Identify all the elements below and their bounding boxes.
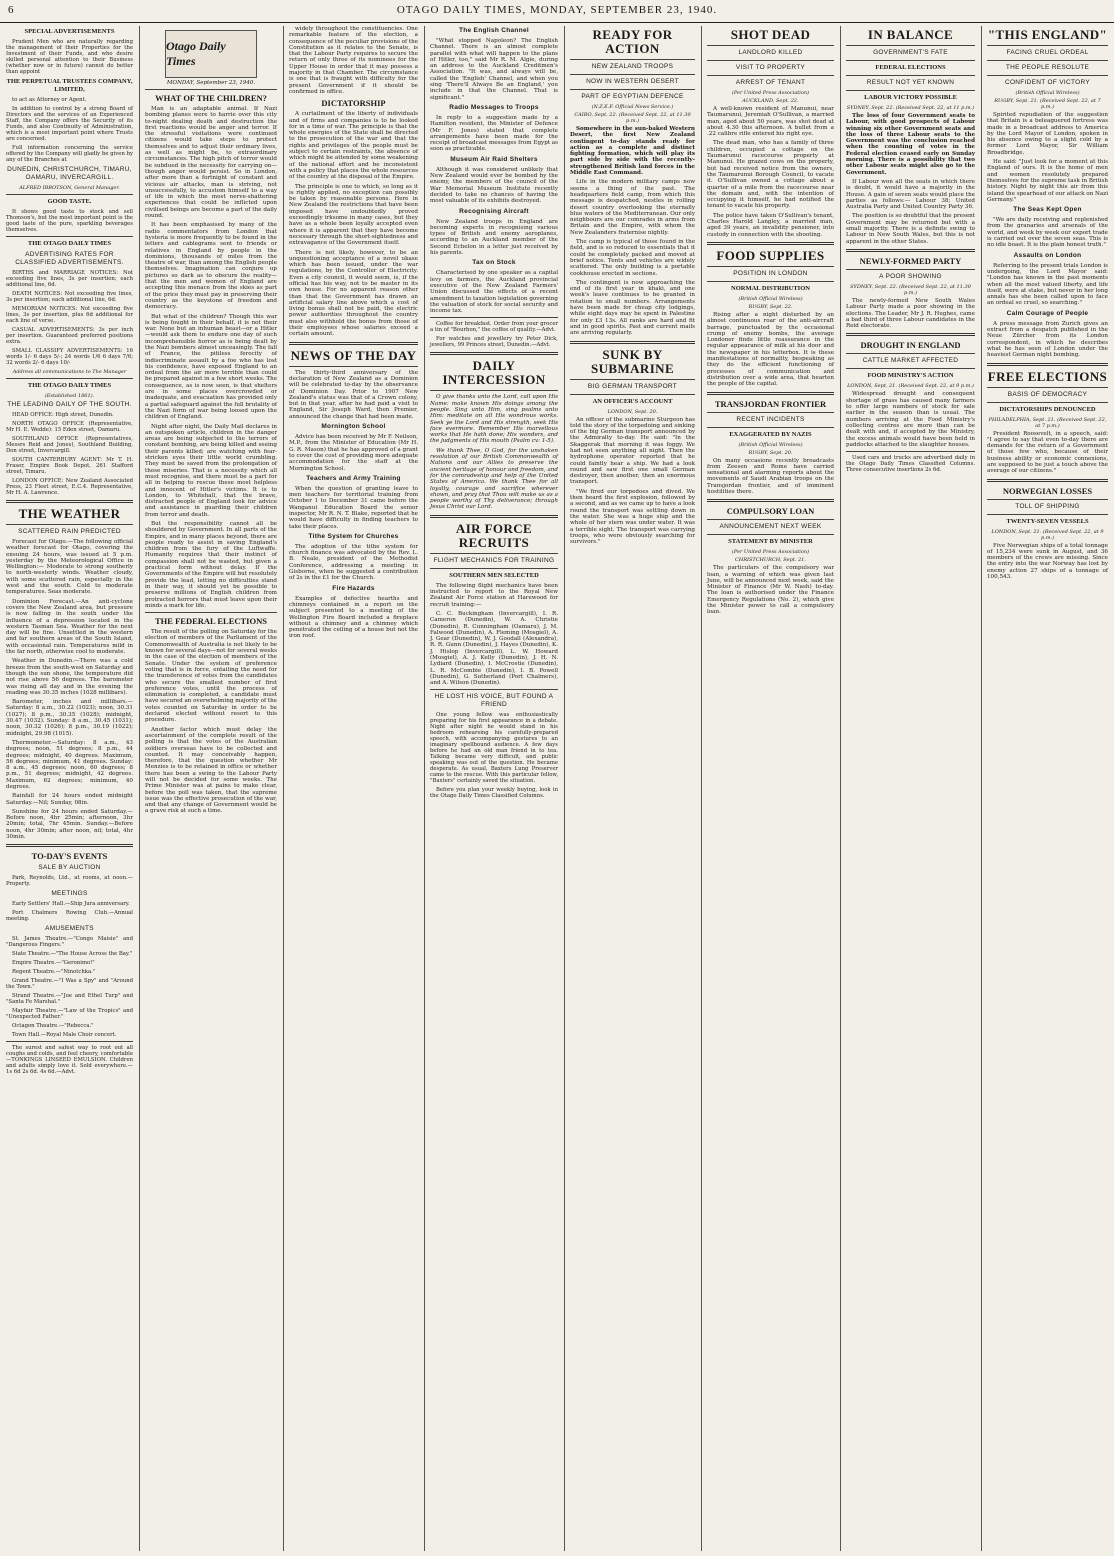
subheading-bold: FEDERAL ELECTIONS: [875, 64, 946, 71]
advertisement: One young fellow was enthusiastically preparing for his first appearance in a debate. Night after night he would stand in his bedroom rehearsing his carefully-prepared speech, with accompanying gestures to an imaginary spellbound audience. A few days before he had an old man friend in to tea. Talking became very difficult, and public speaking was out of the question. He became desperate. As usual, Baxters Lung Preserver came to the rescue. With this particular fellow, "Baxters" certainly saved the situation.: [430, 712, 558, 785]
ad-heading: GOOD TASTE.: [47, 198, 92, 205]
article-paragraph: The contingent is now approaching the end of its first year in khaki, and one week's leave continues to be granted in rotation to small numbers. Arrangements have been made for cheap city lodgings, while eight days may be spent in Palestine for only £3 13s. All ranks are hard and fit and in good spirits. Past and current mails are arriving regularly.: [570, 279, 695, 337]
event-item: Park, Reynolds, Ltd., at rooms, at noon.—Property.: [6, 875, 133, 888]
event-item: St. James Theatre.—"Congo Maisie" and "Dangerous Fingers.": [6, 936, 133, 949]
subheading: TOLL OF SHIPPING: [1015, 502, 1080, 510]
event-item: Port Chalmers Rowing Club.—Annual meeting.: [6, 910, 133, 923]
ad-text: In addition to control by a strong Board of Directors and the services of an Experienced Staff, the Company offers the Security of its Funds, and also Continuity of Administration, which is a most important point where Trusts are concerned.: [6, 106, 133, 142]
article-paragraph: When the question of granting leave to men teachers for territorial training from October 1 to December 31 came before the Wanganui Education Board the senior inspector, Mr R. N. T. Blake, reported that he would have difficulty in finding teachers to take their places.: [289, 485, 418, 530]
article-paragraph: Thermometer.—Saturday: 8 a.m., 43 degrees; noon, 51 degrees; 8 p.m., 44 degrees; midnight, 40 degrees. Maximum, 56 degrees; minimum, 41 degrees. Sunday: 8 a.m., 45 degrees; noon, 60 degrees; 8 p.m., 51 degrees; midnight, 42 degrees. Maximum, 62 degrees; minimum, 40 degrees.: [6, 739, 133, 790]
article-lead: The loss of four Government seats to Labour, with good prospects of Labour winning six other Government seats and the loss of three Labour seats to the Government was the conclusion reached when the counting of votes in the Federal election ceased early on Sunday morning. There is a possibility that two other Labour seats might also go to the Government.: [846, 113, 975, 176]
subheading: GOVERNMENT'S FATE: [873, 49, 948, 56]
article-paragraph: The particulars of the compulsory war loan, a warning of which was given last June, will be announced next week, said the Minister of Finance (Mr W. Nash) to-day. The loan is authorised under the Finance Emergency Regulations (No. 2), which give the Minister power to call a compulsory loan.: [707, 565, 834, 616]
headline-ready-for-action: READY FOR ACTION: [592, 27, 673, 56]
article-paragraph: The thirty-third anniversary of the declaration of New Zealand as a Dominion will be celebrated to-day by the observance of Dominion Day. Prior to 1907 New Zealand's status was that of a Crown colony, but in that year, after he had paid a visit to England, Sir Joseph Ward, then Premier, announced the change that had been made.: [289, 369, 418, 420]
ad-text: DEATH NOTICES: Not exceeding five lines, 3s per insertion; each additional line, 6d.: [6, 291, 133, 303]
news-item-heading: Museum Air Raid Shelters: [450, 155, 538, 163]
column-8: [983, 26, 1112, 1551]
column-2: [141, 26, 281, 1551]
article-paragraph: The result of the polling on Saturday for the election of members of the Parliament of the Commonwealth of Australia is not likely to be known for several days—not for several weeks in the case of the election of members of the Senate. Under the system of preference voting that is in force, entailing the need for the transference of votes from the candidates who secure the smallest number of first preference votes, until the process of elimination is completed, a candidate must have secured an overwhelming majority of the votes counted on Saturday in order to be declared elected without resort to this procedure.: [145, 629, 277, 724]
article-paragraph: "What stopped Napoleon? The English Channel. There is an almost complete parallel with what will happen to the plans of Hitler, too," said Mr R. M. Algie, during an address to the Auckland Creditmen's Association. "It was, and always will be, called the 'English' Channel, and when you sing 'There'll Always Be an England,' you include in that the Channel. That is significant.": [430, 38, 558, 101]
ad-text: The surest and safest way to root out all coughs and colds, and feel cheery, comfortable—TONKINGS LINSEED EMULSION. Children and adults simply love it. Sold everywhere.—1s 6d 2s 6d. 4s 6d.—Advt.: [6, 1045, 133, 1076]
subheading: BIG GERMAN TRANSPORT: [587, 382, 678, 390]
article-paragraph: Rainfall for 24 hours ended midnight Saturday.—Nil; Sunday, 08in.: [6, 793, 133, 806]
news-item-heading: Radio Messages to Troops: [449, 103, 539, 111]
article-paragraph: In reply to a suggestion made by a Hamilton resident, the Minister of Defence (Mr F. Jones) stated that complete arrangements have been made for the receipt of broadcast messages from Egypt as soon as practicable.: [430, 114, 559, 153]
ad-subheading: THE LEADING DAILY OF THE SOUTH.: [7, 401, 132, 408]
article-paragraph: C. C. Buckingham (Invercargill), I. R. Cameron (Dunedin), W. A. Christie (Dunedin), R. Cunningham (Oamaru), J. M. Falwood (Dunedin), A. Fleming (Mosgiel), A. J. Gear (Dunedin), W. J. Goodall (Alexandra), R. R. Gunn (Dunedin), J. Hayes (Dunedin), K. J. Hislop (Invercargill), L. W. Howard (Mosgiel), A. J. Kelly (Dunedin), J. H. N. Lydiard (Dunedin), I. McCrostie (Dunedin), L. R. McCombie (Dunedin), I. B. Powell (Dunedin), G. Sutherland (Port Chalmers), and A. Wilson (Dunedin).: [430, 610, 558, 687]
ad-text: LONDON OFFICE: New Zealand Associated Press, 23 Fleet street, E.C.4. Representative, Mr H. A. Lawrence.: [6, 478, 133, 496]
editorial-heading: THE FEDERAL ELECTIONS: [155, 616, 267, 627]
news-item-heading: Assaults on London: [1013, 251, 1082, 259]
article-paragraph: The police have taken O'Sullivan's tenant, Charles Harold Langley, a married man, aged 39 years, an invalidity pensioner, into custody in connection with the shooting.: [707, 212, 834, 238]
headline-transjordan: TRANSJORDAN FRONTIER: [714, 398, 827, 409]
ad-established: (Established 1861).: [44, 393, 95, 399]
column-6: [703, 26, 838, 1551]
article-paragraph: Characterised by one speaker as a capital levy on farmers, the Auckland provincial executive of the New Zealand Farmers' Union discussed the effects of a recent amendment to taxation legislation governing the valuation of stock for social security and income tax.: [430, 270, 558, 315]
news-item-heading: Recognising Aircraft: [459, 207, 529, 215]
event-item: Early Settlers' Hall.—Ship Jura anniversary.: [12, 901, 130, 908]
article-paragraph: The adoption of the tithe system for church finance was advocated by the Rev. L. B. Neale, president of the Methodist Conference, addressing a meeting in Gisborne, when he suggested a contribution of 2s in the £1 for the Church.: [289, 543, 418, 582]
article-paragraph: Barometer, inches and millibars.—Saturday: 8 a.m., 30.22 (1023); noon, 30.31 (1027); 8 p.m., 30.35 (1028); midnight, 30.47 (1032). Sunday: 8 a.m., 30.45 (1031); noon, 30.32 (1026); 8 p.m., 30.19 (1022); midnight, 29.98 (1015).: [6, 699, 133, 737]
article-paragraph: Widespread drought and consequent shortage of grass has caused many farmers to offer large numbers of stock for sale earlier in the season than is usual. The numbers arriving at the Food Ministry's collecting centres are more than can be dealt with and, if accepted by the Ministry, the excess animals would have been held in paddocks attached to the slaughter houses.: [846, 391, 975, 448]
dateline: CAIRO, Sept. 22. (Received Sept. 22, at 11.30 p.m.): [574, 112, 691, 124]
ad-heading: THE OTAGO DAILY TIMES: [27, 240, 112, 247]
dateline: RUGBY, Sept. 21. (Received Sept. 22, at 7 p.m.): [994, 98, 1101, 110]
ad-text: Prudent Men who are naturally regarding the management of their Properties for the Investment of their Funds, and who desire skilled personal attention to their Business (whether now or in future) cannot do better than appoint: [6, 39, 133, 75]
headline-drought: DROUGHT IN ENGLAND: [860, 340, 961, 351]
column-3: [285, 26, 422, 1551]
headline-this-england: "THIS ENGLAND": [987, 27, 1108, 42]
article-paragraph: The dead man, who has a family of three children, occupied a cottage on the Taumarunui racecourse property at Manunui. He grazed cows on the property, but had received notice from the owners, the Taumarunui Borough Council, to vacate it. O'Sullivan owned a cottage about a quarter of a mile from the racecourse near the domain and, with the intention of occupying it himself, he had notified the tenant to vacate his property.: [707, 140, 834, 210]
subheading: ANNOUNCEMENT NEXT WEEK: [719, 523, 822, 531]
article-paragraph: New Zealand troops in England are becoming experts in recognising various types of British and enemy aeroplanes, according to an Auckland member of the Second Echelon in a letter just received by his parents.: [430, 218, 558, 257]
news-item-heading: Tithe System for Churches: [308, 532, 399, 540]
ad-heading: THE PERPETUAL TRUSTEES COMPANY, LIMITED,: [6, 78, 133, 93]
ad-text: SOUTH CANTERBURY AGENT: Mr T. H. Fraser, Empire Book Depot, 261 Stafford street, Timaru.: [6, 457, 133, 475]
subheading-bold: DICTATORSHIPS DENOUNCED: [999, 405, 1096, 413]
headline-norwegian-losses: NORWEGIAN LOSSES: [1002, 485, 1093, 496]
subheading: THE PEOPLE RESOLUTE: [1005, 64, 1090, 71]
ad-heading: THE OTAGO DAILY TIMES: [27, 382, 112, 389]
event-item: State Theatre.—"The House Across the Bay.": [12, 951, 133, 958]
news-item-heading: Tax on Stock: [472, 259, 516, 267]
subheading-bold: TWENTY-SEVEN VESSELS: [1006, 517, 1089, 525]
article-paragraph: A well-known resident of Manunui, near Taumarunui, Jeremiah O'Sullivan, a married man, aged about 50 years, was shot dead at about 4.30 this afternoon. A bullet from a .22 calibre rifle entered his right eye.: [707, 106, 834, 138]
masthead-title: OTAGO DAILY TIMES, MONDAY, SEPTEMBER 23, 1940.: [396, 4, 718, 16]
subheading-bold: FOOD MINISTRY'S ACTION: [867, 372, 954, 380]
subheading: LANDLORD KILLED: [738, 49, 803, 56]
article-paragraph: There is not likely, however, to be an unquestioning acceptance of a novel ukase which has been issued, under the war regulations, by the Controller of Electricity. Even a city council, it would seem, is, if the official has his way, not to be master in its own house. For no apparent reason other than that the Government has drawn an artificial salary line above which a cost of living bonus shall not be paid, the electric power authorities throughout the country must also withhold the bonus from those of their employees whose salaries exceed a certain amount.: [289, 249, 418, 338]
news-service: (British Official Wireless): [738, 295, 803, 302]
ad-text: SMALL CLASSIFY ADVERTISEMENTS: 16 words 1/- 6 days 5/-; 24 words 1/6 6 days 7/6; 32 words 2/- 6 days 10/-: [6, 348, 133, 366]
news-service: (Per United Press Association): [731, 549, 810, 556]
ad-text: HEAD OFFICE: High street, Dunedin.: [12, 412, 114, 418]
column-rule: [981, 26, 982, 1551]
subheading: MEETINGS: [51, 890, 88, 898]
ad-branches: DUNEDIN, CHRISTCHURCH, TIMARU, OAMARU, INVERCARGILL.: [7, 166, 132, 181]
subheading: SCATTERED RAIN PREDICTED: [18, 528, 121, 535]
article-paragraph: The position is so doubtful that the present Government may be returned but with a small majority. There is a definite swing to Labour in New South Wales, but this is not apparent in the other States.: [846, 213, 975, 245]
news-service: (Per United Press Association): [731, 90, 810, 96]
subheading: FLIGHT MECHANICS FOR TRAINING: [433, 556, 555, 564]
ad-text: to act as Attorney or Agent.: [12, 97, 87, 103]
headline-food-supplies: FOOD SUPPLIES: [716, 247, 825, 263]
event-item: Town Hall.—Royal Male Choir concert.: [12, 1032, 117, 1039]
headline-free-elections: FREE ELECTIONS: [987, 368, 1108, 384]
ad-text: NORTH OTAGO OFFICE (Representative, Mr H. E. Wedde): 15 Eden street, Oamaru.: [6, 421, 133, 433]
headline-in-balance: IN BALANCE: [867, 27, 954, 42]
subheading-bold: SOUTHERN MEN SELECTED: [449, 571, 539, 579]
event-item: Regent Theatre.—"Ninotchka.": [12, 969, 96, 976]
advertisement: Coffee for breakfast. Order from your grocer a tin of "Bourbon," the coffee of quality.—Advt.: [430, 321, 558, 334]
event-item: Strand Theatre.—"Joe and Ethel Turp" and "Santa Fe Marshal.": [6, 993, 133, 1006]
article-paragraph: Man is an adaptable animal. If Nazi bombing planes were to harrie over this city to-night dealing death and destruction the first reactions would be anger and terror. If the stressful visitations were continued citizens would take steps to protect themselves and to adjust their ordinary lives, as well as might be, to extraordinary circumstances. The high pitch of terror would be subdued in the necessity for carrying on—though anger would persist. So in London, after more than a fortnight of constant and vicious air attacks, man is striving, not unsuccessfully, to accustom himself to a way of life in which the most nerve-shattering experiences that could be inflicted upon civilised beings are become a part of the daily round.: [145, 106, 277, 220]
dateline: LONDON, Sept. 21. (Received Sept. 22, at 9 p.m.): [847, 383, 974, 390]
article-paragraph: Referring to the present trials London is undergoing, the Lord Mayor said: "London has known in the past moments when all the most valued liberty, and life itself, were at stake, but never in her long annals has she been called upon to face an ordeal so cruel, so searching.": [987, 262, 1108, 307]
subheading: POSITION IN LONDON: [733, 269, 808, 277]
column-rule: [840, 26, 841, 1551]
dateline: RUGBY, Sept. 20.: [748, 449, 793, 456]
section-heading: SPECIAL ADVERTISEMENTS: [24, 28, 115, 35]
event-item: Empire Theatre.—"Geronimo!": [12, 960, 95, 967]
article-paragraph: "We are daily receiving and replenished from the granaries and arsenals of the world, and week by week our export trade is carried out over the seven seas. This is no idle boast. It is the plain honest truth.": [987, 217, 1108, 249]
article-paragraph: A curtailment of the liberty of individuals and of firms and companies is to be looked for in a time of war. The principle is that the whole energies of the State shall be directed to the prosecution of the war and that the rights and privileges of the people must be subject to certain restraints, the absence of which might be attended by some weakening of the national effort and be inconsistent with a policy that places the whole resources of the country at the disposal of the Empire.: [289, 111, 418, 181]
article-paragraph: Although it was considered unlikely that New Zealand would ever be bombed by the enemy, the members of the council of the War Memorial Museum Institute recently decided to take no chances of having the most valuable of its exhibits destroyed.: [430, 166, 558, 205]
column-rule: [283, 26, 284, 1551]
subheading-bold: NORMAL DISTRIBUTION: [731, 284, 810, 292]
advertisement: For watches and jewellery try Peter Dick, jewellers, 99 Princes street, Dunedin.—Advt.: [430, 336, 558, 349]
news-service: (British Official Wireless): [1015, 90, 1080, 96]
article-paragraph: Night after night, the Daily Mail declares in an outspoken article, children in the danger areas are being subjected to the terrors of constant bombing, are being killed and seeing their parents killed; are watching with fear-stricken eyes their little world crumbling. They must be saved from the prolongation of these miseries. That is a necessity which all must recognise, and there must be a part for all in helping to rescue these most helpless and innocent of Hitler's victims. It is to London, to Whitehall, that the brave, distracted people of England look for advice and assistance in guarding their children from terror and death.: [145, 423, 277, 518]
news-item-heading: Calm Courage of People: [1006, 309, 1089, 317]
news-item-heading: Fire Hazards: [332, 584, 375, 592]
article-paragraph: "We fired our torpedoes and dived. We then heard the first explosion, followed by a second, and as we came up to have a look round the transport was settling down in the water. She was a huge ship and the whole of her stern was under water. It was a terrible sight. The transport was carrying troops, who were obviously searching for survivors.": [570, 488, 695, 546]
article-paragraph: A press message from Zurich gives an extract from a despatch published in the Neue Zürcher from its London correspondent, in which he describes what he has seen of London under the heaviest German night bombing.: [987, 320, 1108, 359]
article-paragraph: On many occasions recently broadcasts from Zeesen and Rome have carried sensational and alarming reports about the movements of Saudi Arabian troops on the Transjordan frontier, and of imminent hostilities there.: [707, 457, 834, 495]
advertisement: Before you plan your weekly buying, look in the Otago Daily Times Classified Columns.: [430, 787, 558, 800]
article-paragraph: If Labour won all the seats in which there is doubt, it would have a majority in the House. A gain of seven seats would place the parties as follows:— Labour 38; United Australia Party and United Country Party 36.: [846, 178, 975, 211]
headline-compulsory-loan: COMPULSORY LOAN: [726, 506, 815, 517]
article-paragraph: He said: "Just look for a moment at this England of ours. It is the home of men and women resolutely prepared themselves for the supreme task in British history. Night by night this air from this island the spearhead of our attack on Nazi Germany.": [987, 159, 1108, 203]
news-item-heading: Teachers and Army Training: [306, 474, 401, 482]
column-1: [2, 26, 137, 1551]
article-paragraph: Spirited repudiation of the suggestion that Britain is a beleaguered fortress was made in a broadcast address to America by the Lord Mayor of London, spoken in his absence owing to a slight cold by a former Lord Mayor, Sir William Broadbridge.: [987, 112, 1108, 156]
headline-newly-formed-party: NEWLY-FORMED PARTY: [859, 255, 962, 266]
dateline: RUGBY, Sept. 22.: [748, 303, 793, 310]
article-paragraph: The following flight mechanics have been instructed to report to the Royal New Zealand Air Force station at Harewood for recruit training:—: [430, 582, 558, 608]
article-paragraph: Dominion Forecast.—An anti-cyclone covers the New Zealand area, but pressure is now falling in the south under the influence of a depression located in the western Tasman Sea. Weather for the next day will be fine. Unsettled in the western and far southern areas of the South Island, with occasional rain. Temperatures mild in the far north, otherwise cool to moderate.: [6, 598, 133, 656]
dateline: LONDON, Sept. 20.: [607, 408, 658, 415]
ad-subheading: ADVERTISING RATES FOR CLASSIFIED ADVERTISEMENTS.: [15, 251, 124, 266]
dateline: SYDNEY, Sept. 22. (Received Sept. 22, at 11 p.m.): [846, 105, 975, 111]
subheading: CONFIDENT OF VICTORY: [1004, 79, 1091, 86]
article-lead: Somewhere in the sun-baked Western Desert, the first New Zealand contingent to-day stands ready for action as a complete and distinct fighting formation, which will play its part side by side with the recently-strengthened British land forces in the Middle East Command.: [570, 126, 695, 177]
event-item: Mayfair Theatre.—"Law of the Tropics" and "Unexpected Father.": [6, 1008, 133, 1021]
prayer-paragraph: O give thanks unto the Lord, call upon His Name: make known His doings among the people. Sing unto Him, sing psalms unto Him: meditate on all His wondrous works. Seek ye the Lord and His strength, seek His face evermore. Remember His marvellous works that He hath done; His wonders, and the judgments of His mouth (Psalm cv: 1-5).: [430, 394, 558, 445]
ad-text: MEMORIAM NOTICES: Not exceeding five lines, 3s per insertion, plus 6d additional for each line of verse.: [6, 306, 133, 324]
subheading-bold: AN OFFICER'S ACCOUNT: [592, 397, 673, 405]
subheading: NOW IN WESTERN DESERT: [586, 78, 679, 85]
article-paragraph: An officer of the submarine Sturgeon has told the story of the torpedoing and sinking of the big German transport announced by the Admiralty to-day. He said: "In the Skaggerak that morning it was foggy. We had not seen anything all night. Then the hydrophone operator reported that he could faintly hear a ship. We had a look round and saw first one small German destroyer, then another, then an enormous transport.: [570, 416, 695, 486]
advertisement: Used cars and trucks are advertised daily in the Otago Daily Times Classified Columns. Three consecutive insertions 2s 6d.: [846, 455, 975, 474]
subheading: ARREST OF TENANT: [735, 79, 806, 86]
ad-text: Full information concerning the service offered by the Company will gladly be given by any of the Branches at: [6, 145, 133, 163]
subheading: A POOR SHOWING: [879, 272, 942, 280]
article-paragraph: Advice has been received by Mr F. Neilson, M.P., from the Minister of Education (Mr H. G. R. Mason) that he has approved of a grant to cover the cost of providing more adequate accommodation for the staff at the Mornington School.: [289, 434, 418, 472]
article-paragraph: The newly-formed New South Wales Labour Party made a poor showing in the elections. The Leader, Mr J. R. Hughes, came a bad third of three Labour candidates in the Reid electorate.: [846, 297, 975, 330]
news-service: (British Official Wireless): [738, 441, 803, 448]
subheading: NEW ZEALAND TROOPS: [591, 63, 674, 70]
subheading: RECENT INCIDENTS: [736, 415, 805, 423]
article-paragraph: But the responsibility cannot all be shouldered by Government. In all parts of the Empire, and in many places beyond, there are people ready to assist in saving England's children from the fury of the Luftwaffe. Humanity requires that their instinct of compassion shall not be wasted, but given a practical form without delay. If the Governments of the Empire will but resolutely provide the lead, letting no difficulties stand in their way, it should yet be possible to preserve millions of English children from protracted horrors that must leave upon their minds a mark for life.: [145, 521, 277, 609]
news-service: (N.Z.E.F. Official News Service.): [591, 104, 674, 110]
dateline: PHILADELPHIA, Sept. 21. (Received Sept. 22, at 7 p.m.): [988, 416, 1107, 429]
subheading: RESULT NOT YET KNOWN: [866, 79, 955, 86]
newspaper-logo: Otago Daily Times: [165, 30, 257, 78]
article-paragraph: The camp is typical of those found in the field, and is so reduced to essentials that it could be completely packed and moved at brief notice. Tents and vehicles are widely scattered. The only building is a portable cookhouse erected in sections.: [570, 239, 695, 277]
article-paragraph: Life in the modern military camps now seems a thing of the past. The headquarters field camp, from which this message is despatched, nestles in rolling desert country overlooking the eternally blue waters of the Mediterranean. Our only neighbours are our comrades in arms from Britain and the Empire, with whom the New Zealanders fraternise nightly.: [570, 179, 695, 236]
news-item-heading: The English Channel: [459, 27, 529, 34]
article-paragraph: President Roosevelt, in a speech, said: "I agree to say that even to-day there are demands for the return of a Government of those few who, because of their business ability or economic connexions, are supposed to be just a touch above the average of our citizens.": [987, 430, 1108, 475]
column-5: [566, 26, 699, 1551]
ad-text: BIRTHS and MARRIAGE NOTICES: Not exceeding five lines, 3s per insertion; each additional line, 6d.: [6, 270, 133, 288]
column-rule: [139, 26, 140, 1551]
dateline: CHRISTCHURCH, Sept. 21.: [735, 557, 806, 564]
subheading: PART OF EGYPTIAN DEFENCE: [581, 93, 684, 100]
ad-heading: HE LOST HIS VOICE, BUT FOUND A FRIEND: [434, 693, 554, 709]
article-paragraph: Another factor which must delay the ascertainment of the complete result of the polling is that the votes of the Australian soldiers overseas have to be collected and counted. It may conceivably happen, therefore, that the question whether Mr Menzies is to be retained in office or whether there has been a swing to the Labour Party will not be decided for some weeks. The Prime Minister was at pains to make clear, before the poll was taken, that the supreme issue was the effective prosecution of the war, and that any change of Government would be a grave risk at such a time.: [145, 726, 277, 815]
article-paragraph: Rising after a night disturbed by an almost continuous roar of the anti-aircraft barrage, punctuated by the occasional crump of enemy bombs, the average Londoner finds little reassurance in the regular appearance of milk at his door and the newspaper in his letterbox. It is these manifestations of normality, bespeaking as they do the efficient functioning of processes of communication and distribution over a wide area, that hearten the people of the capital.: [707, 311, 834, 388]
article-paragraph: widely throughout the constituencies. One remarkable feature of the election, a consequence of the peculiar provisions of the Constitution as it relates to the Senate, is that the Labour Party requires to secure the return of only three of its nominees for the Upper House in order that it may possess a majority in that Chamber. The circumstance is one that is fraught with difficulty for the present Government if it should be confirmed in office.: [289, 26, 418, 95]
article-paragraph: The principle is one to which, so long as it is rightly applied, no exception can possibly be taken by reasonable persons. Here in New Zealand the restrictions that have been imposed have undoubtedly proved exceedingly irksome in many cases, but they have as a whole been loyally accepted even where it is apparent that they have become necessary through the short-sightedness and extravagance of the Government itself.: [289, 183, 418, 247]
column-4: [426, 26, 562, 1551]
headline-events: TO-DAY'S EVENTS: [31, 851, 108, 862]
prayer-paragraph: We thank Thee, O God, for the unshaken resolution of our British Commonwealth of Nations and our Allies to preserve the ancient heritage of honour and freedom, and for the comradeship and help of the United States of America. We thank Thee for all loyalty, courage and sacrifice wherever shown, and pray that Thou wilt make us as a people worthy of Thy deliverance; through Jesus Christ our Lord.: [430, 447, 558, 511]
subheading-bold: LABOUR VICTORY POSSIBLE: [864, 94, 957, 101]
news-item-heading: Mornington School: [321, 423, 386, 431]
dateline: AUCKLAND, Sept. 22.: [742, 98, 799, 104]
article-paragraph: But what of the children? Though this war is being fought in their behalf, it is not their war. None but an inhuman beast—or a Hitler—would ask them to endure one day of such incomprehensible horror as is being dealt by the Nazi bombers almost unceasingly. The fall of France, the pitiless ferocity of indiscriminate assault by a foe who has lost his confidence, have exposed England to an ordeal from the air more terrible than could be prepared against in a few short weeks. The consequence, as is now seen, is that shelters are in some places overcrowded or inadequate, and evacuation has provided only a partial safeguard against the full brutality of the Nazi form of war being loosed upon the children of England.: [145, 313, 277, 421]
article-paragraph: Sunshine for 24 hours ended Saturday.—Before noon, 4hr 25min; afternoon, 3hr 20min; total, 7hr 45min. Sunday.—Before noon, 4hr 30min; after noon, nil; total, 4hr 30min.: [6, 808, 133, 841]
subheading: CATTLE MARKET AFFECTED: [862, 357, 959, 365]
article-paragraph: Five Norwegian ships of a total tonnage of 15,234 were sunk in August, and 36 members of the crews are missing. Since the entry into the war Norway has lost by enemy action 27 ships of a tonnage of 100,543.: [987, 542, 1108, 581]
headline-weather: THE WEATHER: [18, 506, 121, 521]
ad-text: It shows good taste to stock and sell Thomson's, but the most important point is the good taste of the pure, sparkling beverages themselves.: [6, 209, 133, 233]
article-paragraph: Examples of defective hearths and chimneys contained in a report on the subject presented to a meeting of the Wellington Fire Board included a fireplace without a chimney and a chimney which penetrated the ceiling of a house but not the iron roof.: [289, 595, 418, 640]
subheading: FACING CRUEL ORDEAL: [1006, 49, 1089, 56]
headline-air-force: AIR FORCE RECRUITS: [455, 520, 533, 550]
event-item: Grand Theatre.—"I Was a Spy" and "Around the Town.": [6, 978, 133, 991]
column-7: [842, 26, 979, 1551]
ad-address: Address all communications to The Manager: [12, 369, 127, 375]
subheading-bold: EXAGGERATED BY NAZIS: [729, 430, 812, 438]
ad-text: SOUTHLAND OFFICE (Representatives, Messrs Reid and Jones), Southland Building, Don street, Invercargill.: [6, 436, 133, 454]
article-paragraph: Forecast for Otago.—The following official weather forecast for Otago, covering the ensuing 24 hours, was issued at 5 p.m. yesterday by the Meteorological Office in Wellington:— Moderate to strong southerly to north-westerly winds. Weather cloudy, with some scattered rain, especially in the west and the south. Cold to moderate temperatures. Seas moderate.: [6, 539, 133, 596]
subheading-bold: STATEMENT BY MINISTER: [728, 538, 813, 546]
editorial-heading: WHAT OF THE CHILDREN?: [155, 93, 267, 103]
news-item-heading: The Seas Kept Open: [1013, 206, 1082, 214]
editorial-heading: DICTATORSHIP: [321, 98, 386, 109]
column-rule: [701, 26, 702, 1551]
dateline: SYDNEY, Sept. 22. (Received Sept. 22, at 11.30 p.m.): [850, 283, 971, 296]
subheading: AMUSEMENTS: [45, 925, 94, 933]
column-rule: [564, 26, 565, 1551]
editorial-date: MONDAY, September 23, 1940.: [166, 80, 256, 86]
ad-signature: ALFRED IBBOTSON, General Manager.: [19, 185, 120, 191]
article-paragraph: It has been emphasised by many of the radio commentators from London that hysteria is more frequently to be found in the letters and cablegrams sent to friends or relatives in England by people in the dominions, thousands of miles from the theatre of war, than among the English people themselves. Imagination can conjure up pictures so dark as to obscure the reality—that the men and women of England are accepting this menace from the skies as part of the price they must pay in preserving their country as the keystone of freedom and democracy.: [145, 222, 277, 311]
dateline: LONDON, Sept. 21. (Received Sept. 22, at 9 p.m.): [991, 528, 1104, 541]
headline-shot-dead: SHOT DEAD: [730, 27, 811, 42]
masthead: [0, 0, 1114, 23]
ad-text: CASUAL ADVERTISEMENTS: 3s per inch per insertion. Guaranteed preferred positions extra.: [6, 327, 133, 345]
event-item: Octagon Theatre.—"Rebecca.": [12, 1023, 94, 1030]
headline-sunk: SUNK BY SUBMARINE: [590, 346, 675, 376]
subheading: SALE BY AUCTION: [38, 864, 101, 872]
headline-news-of-the-day: NEWS OF THE DAY: [290, 347, 417, 363]
page-number: 6: [8, 4, 14, 16]
subheading: VISIT TO PROPERTY: [735, 64, 806, 71]
article-paragraph: Weather in Dunedin.—There was a cold breeze from the south-west on Saturday and though the sun shone, the temperature did not rise above 56 degrees. The barometer was rising all day and in the evening the reading was 30.35 inches (1028 millibars).: [6, 658, 133, 696]
column-rule: [424, 26, 425, 1551]
headline-intercession: DAILY INTERCESSION: [442, 358, 546, 388]
subheading: BASIS OF DEMOCRACY: [1007, 390, 1088, 398]
